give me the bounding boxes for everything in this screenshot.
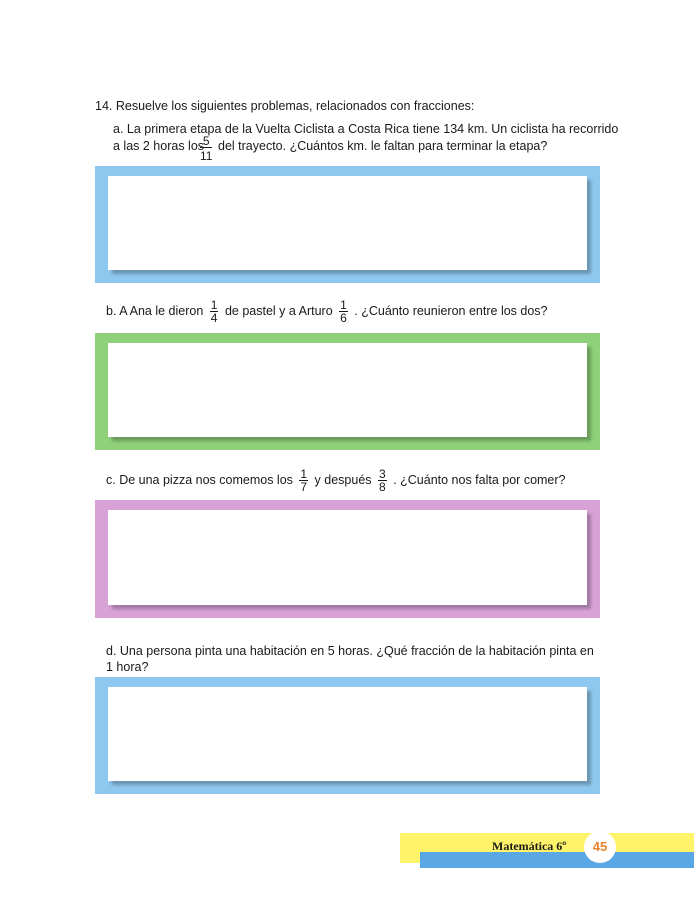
fraction-denominator: 4: [210, 311, 218, 326]
fraction-numerator: 3: [379, 467, 386, 482]
fraction-numerator: 1: [340, 298, 347, 313]
answer-area-a[interactable]: [108, 176, 587, 270]
footer-blue-band: [420, 852, 694, 868]
problem-a-fraction: [200, 135, 212, 162]
problem-b-post: . ¿Cuánto reunieron entre los dos?: [354, 304, 548, 318]
answer-box-a[interactable]: [95, 166, 600, 283]
problem-c-fraction-1: [299, 468, 308, 493]
answer-area-c[interactable]: [108, 510, 587, 605]
fraction-numerator: 1: [210, 298, 218, 313]
answer-box-d[interactable]: [95, 677, 600, 794]
problem-b-mid: de pastel y a Arturo: [224, 304, 333, 318]
fraction-numerator: 1: [300, 467, 308, 482]
problem-c-pre: c. De una pizza nos comemos los: [106, 473, 293, 487]
fraction-numerator: 5: [200, 135, 212, 148]
fraction-denominator: 8: [379, 480, 386, 495]
problem-a-line2-post: del trayecto. ¿Cuántos km. le faltan para terminar la etapa?: [218, 139, 548, 153]
fraction-denominator: 7: [300, 480, 308, 495]
problem-d-line2: 1 hora?: [106, 660, 149, 674]
fraction-denominator: 6: [340, 311, 347, 326]
problem-d-line1: d. Una persona pinta una habitación en 5 horas. ¿Qué fracción de la habitación pinta en: [106, 644, 594, 658]
exercise-heading: 14. Resuelve los siguientes problemas, relacionados con fracciones:: [95, 99, 475, 113]
problem-c-post: . ¿Cuánto nos falta por comer?: [393, 473, 566, 487]
footer-title: Matemática 6º: [492, 839, 567, 853]
problem-a-line2-pre: a las 2 horas los: [113, 139, 205, 153]
answer-area-b[interactable]: [108, 343, 587, 437]
answer-box-c[interactable]: [95, 500, 600, 618]
fraction-denominator: 11: [200, 149, 213, 163]
problem-c-text: [106, 465, 566, 495]
problem-b-text: [106, 296, 548, 326]
problem-b-fraction-2: [339, 299, 348, 324]
problem-a-line1: a. La primera etapa de la Vuelta Ciclista a Costa Rica tiene 134 km. Un ciclista ha recorrido: [113, 122, 619, 136]
page-number: 45: [584, 831, 616, 863]
answer-box-b[interactable]: [95, 333, 600, 450]
problem-c-mid: y después: [314, 473, 372, 487]
problem-b-pre: b. A Ana le dieron: [106, 304, 204, 318]
answer-area-d[interactable]: [108, 687, 587, 781]
problem-b-fraction-1: [210, 299, 219, 324]
problem-c-fraction-2: [378, 468, 387, 493]
